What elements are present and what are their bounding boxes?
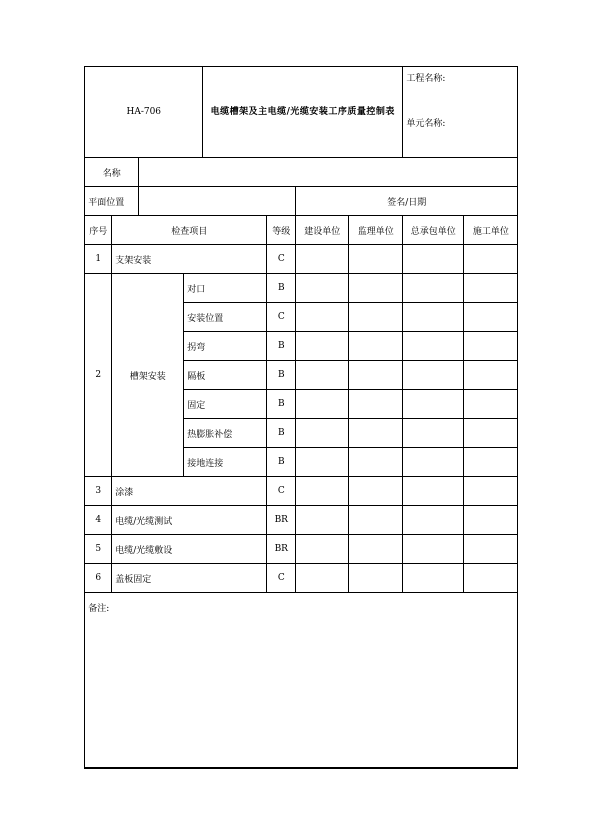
sign-cell[interactable] <box>464 245 518 274</box>
sub-item: 固定 <box>184 390 267 419</box>
table-row <box>85 477 518 506</box>
row-grade: BR <box>267 535 296 564</box>
sign-cell[interactable] <box>349 419 403 448</box>
row-grade: B <box>267 274 296 303</box>
table-row <box>85 274 518 303</box>
sign-cell[interactable] <box>349 245 403 274</box>
row-seq: 6 <box>85 564 112 593</box>
row-grade: C <box>267 564 296 593</box>
sign-cell[interactable] <box>349 361 403 390</box>
sign-cell[interactable] <box>403 448 464 477</box>
name-label: 名称 <box>85 158 139 187</box>
row-item: 涂漆 <box>112 477 267 506</box>
row-seq: 3 <box>85 477 112 506</box>
row-item: 支架安装 <box>112 245 267 274</box>
sign-cell[interactable] <box>464 477 518 506</box>
sign-cell[interactable] <box>296 303 349 332</box>
row-seq: 1 <box>85 245 112 274</box>
sign-cell[interactable] <box>464 332 518 361</box>
sign-cell[interactable] <box>403 564 464 593</box>
row-grade: C <box>267 477 296 506</box>
sub-item: 拐弯 <box>184 332 267 361</box>
table-row <box>85 564 518 593</box>
col-supervisor-header: 监理单位 <box>349 216 403 245</box>
row-grade: B <box>267 390 296 419</box>
sign-cell[interactable] <box>296 564 349 593</box>
col-general-contractor-header: 总承包单位 <box>403 216 464 245</box>
sign-cell[interactable] <box>403 477 464 506</box>
unit-name-label: 单元名称: <box>406 119 446 130</box>
sign-cell[interactable] <box>464 564 518 593</box>
row-grade: B <box>267 361 296 390</box>
row-item: 槽架安装 <box>112 274 184 477</box>
row-item: 电缆/光缆测试 <box>112 506 267 535</box>
remarks-field[interactable] <box>85 593 518 768</box>
sign-cell[interactable] <box>403 274 464 303</box>
sign-cell[interactable] <box>349 390 403 419</box>
sign-cell[interactable] <box>296 390 349 419</box>
sign-cell[interactable] <box>349 274 403 303</box>
sign-cell[interactable] <box>403 390 464 419</box>
sign-cell[interactable] <box>296 332 349 361</box>
position-label: 平面位置 <box>85 187 139 216</box>
project-name-label: 工程名称: <box>406 74 446 85</box>
sub-item: 接地连接 <box>184 448 267 477</box>
sign-cell[interactable] <box>464 303 518 332</box>
sign-cell[interactable] <box>349 535 403 564</box>
row-seq: 2 <box>85 274 112 477</box>
sign-cell[interactable] <box>403 361 464 390</box>
sub-item: 隔板 <box>184 361 267 390</box>
position-value[interactable] <box>139 187 296 216</box>
name-value[interactable] <box>139 158 518 187</box>
sign-cell[interactable] <box>464 535 518 564</box>
sign-cell[interactable] <box>349 564 403 593</box>
form-code: HA-706 <box>85 67 203 158</box>
row-grade: BR <box>267 506 296 535</box>
sign-cell[interactable] <box>349 448 403 477</box>
sign-cell[interactable] <box>403 303 464 332</box>
sign-cell[interactable] <box>464 419 518 448</box>
sign-cell[interactable] <box>349 477 403 506</box>
sign-cell[interactable] <box>349 303 403 332</box>
sign-cell[interactable] <box>349 332 403 361</box>
sign-cell[interactable] <box>403 419 464 448</box>
sign-cell[interactable] <box>403 245 464 274</box>
project-info-cell <box>403 67 518 158</box>
sign-cell[interactable] <box>296 419 349 448</box>
sign-cell[interactable] <box>296 274 349 303</box>
sign-cell[interactable] <box>349 506 403 535</box>
sub-item: 热膨胀补偿 <box>184 419 267 448</box>
form-table <box>84 66 518 768</box>
table-row <box>85 535 518 564</box>
sign-cell[interactable] <box>296 535 349 564</box>
row-grade: B <box>267 419 296 448</box>
row-grade: C <box>267 245 296 274</box>
sign-cell[interactable] <box>403 535 464 564</box>
sign-cell[interactable] <box>296 448 349 477</box>
sign-cell[interactable] <box>296 245 349 274</box>
quality-control-form <box>84 66 518 769</box>
remarks-label: 备注: <box>88 604 110 615</box>
sign-cell[interactable] <box>464 274 518 303</box>
col-seq-header: 序号 <box>85 216 112 245</box>
col-item-header: 检查项目 <box>112 216 267 245</box>
row-item: 盖板固定 <box>112 564 267 593</box>
sign-cell[interactable] <box>464 506 518 535</box>
sign-cell[interactable] <box>464 448 518 477</box>
sub-item: 安装位置 <box>184 303 267 332</box>
row-seq: 5 <box>85 535 112 564</box>
sub-item: 对口 <box>184 274 267 303</box>
sign-cell[interactable] <box>296 361 349 390</box>
sign-cell[interactable] <box>464 361 518 390</box>
col-builder-header: 施工单位 <box>464 216 518 245</box>
col-construction-owner-header: 建设单位 <box>296 216 349 245</box>
col-grade-header: 等级 <box>267 216 296 245</box>
form-title: 电缆槽架及主电缆/光缆安装工序质量控制表 <box>203 67 403 158</box>
sign-cell[interactable] <box>403 332 464 361</box>
row-seq: 4 <box>85 506 112 535</box>
sign-date-label: 签名/日期 <box>296 187 518 216</box>
sign-cell[interactable] <box>296 506 349 535</box>
sign-cell[interactable] <box>403 506 464 535</box>
table-row <box>85 506 518 535</box>
row-grade: B <box>267 448 296 477</box>
row-grade: C <box>267 303 296 332</box>
row-item: 电缆/光缆敷设 <box>112 535 267 564</box>
sign-cell[interactable] <box>464 390 518 419</box>
sign-cell[interactable] <box>296 477 349 506</box>
row-grade: B <box>267 332 296 361</box>
table-row <box>85 245 518 274</box>
